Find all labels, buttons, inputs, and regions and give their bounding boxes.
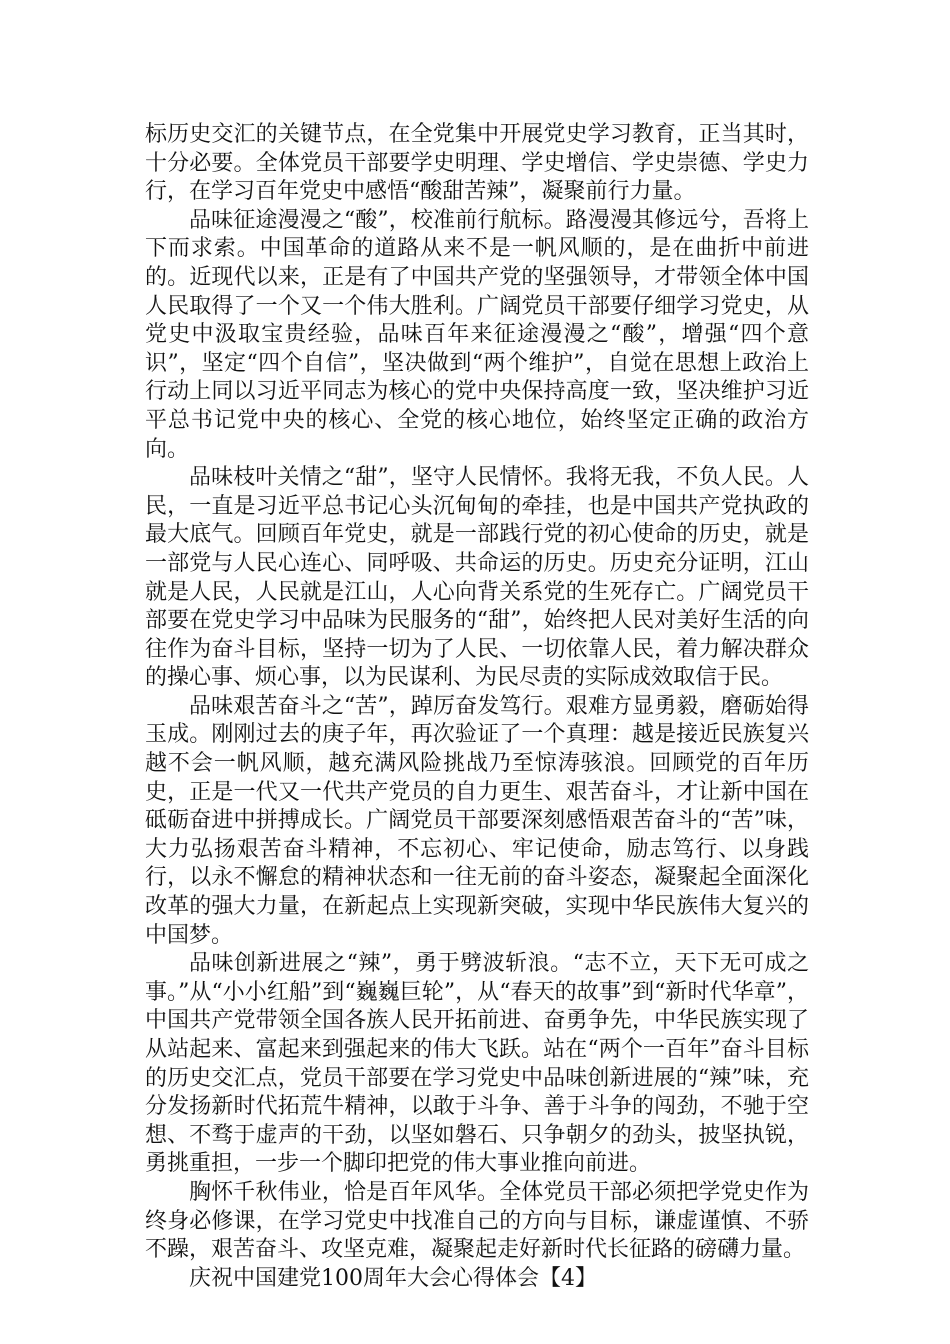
paragraph-bitter: 品味艰苦奋斗之“苦”，踔厉奋发笃行。艰难方显勇毅，磨砺始得玉成。刚刚过去的庚子年，再次验证了一个真理：越是接近民族复兴越不会一帆风顺，越充满风险挑战乃至惊涛骇浪。回顾党的百年历史，正是一代又一代共产党员的自力更生、艰苦奋斗，才让新中国在砥砺奋进中拼搏成长。广阔党员干部要深刻感悟艰苦奋斗的“苦”味，大力弘扬艰苦奋斗精神，不忘初心、牢记使命，励志笃行、以身践行，以永不懈怠的精神状态和一往无前的奋斗姿态，凝聚起全面深化改革的强大力量，在新起点上实现新突破，实现中华民族伟大复兴的中国梦。: [145, 693, 809, 948]
paragraph-conclusion: 胸怀千秋伟业，恰是百年风华。全体党员干部必须把学党史作为终身必修课，在学习党史中找准自己的方向与目标，谦虚谨慎、不骄不躁，艰苦奋斗、攻坚克难，凝聚起走好新时代长征路的磅礴力量。: [145, 1179, 809, 1263]
paragraph-sweet: 品味枝叶关情之“甜”，坚守人民情怀。我将无我，不负人民。人民，一直是习近平总书记心头沉甸甸的牵挂，也是中国共产党执政的最大底气。回顾百年党史，就是一部践行党的初心使命的历史，就是一部党与人民心连心、同呼吸、共命运的历史。历史充分证明，江山就是人民，人民就是江山，人心向背关系党的生死存亡。广阔党员干部要在党史学习中品味为民服务的“甜”，始终把人民对美好生活的向往作为奋斗目标，坚持一切为了人民、一切依靠人民，着力解决群众的操心事、烦心事，以为民谋利、为民尽责的实际成效取信于民。: [145, 465, 809, 691]
paragraph-sour: 品味征途漫漫之“酸”，校准前行航标。路漫漫其修远兮，吾将上下而求索。中国革命的道路从来不是一帆风顺的，是在曲折中前进的。近现代以来，正是有了中国共产党的坚强领导，才带领全体中国人民取得了一个又一个伟大胜利。广阔党员干部要仔细学习党史，从党史中汲取宝贵经验，品味百年来征途漫漫之“酸”，增强“四个意识”，坚定“四个自信”，坚决做到“两个维护”，自觉在思想上政治上行动上同以习近平同志为核心的党中央保持高度一致，坚决维护习近平总书记党中央的核心、全党的核心地位，始终坚定正确的政治方向。: [145, 207, 809, 462]
paragraph-continued: 标历史交汇的关键节点，在全党集中开展党史学习教育，正当其时，十分必要。全体党员干部要学史明理、学史增信、学史崇德、学史力行，在学习百年党史中感悟“酸甜苦辣”，凝聚前行力量。: [145, 122, 809, 205]
section-heading: 庆祝中国建党100周年大会心得体会【4】: [189, 1265, 597, 1291]
paragraph-spicy: 品味创新进展之“辣”，勇于劈波斩浪。“志不立，天下无可成之事。”从“小小红船”到“巍巍巨轮”，从“春天的故事”到“新时代华章”，中国共产党带领全国各族人民开拓前进、奋勇争先，中华民族实现了从站起来、富起来到强起来的伟大飞跃。站在“两个一百年”奋斗目标的历史交汇点，党员干部要在学习党史中品味创新进展的“辣”味，充分发扬新时代拓荒牛精神，以敢于斗争、善于斗争的闯劲，不驰于空想、不骛于虚声的干劲，以坚如磐石、只争朝夕的劲头，披坚执锐，勇挑重担，一步一个脚印把党的伟大事业推向前进。: [145, 951, 809, 1177]
document-body: [145, 121, 809, 1293]
